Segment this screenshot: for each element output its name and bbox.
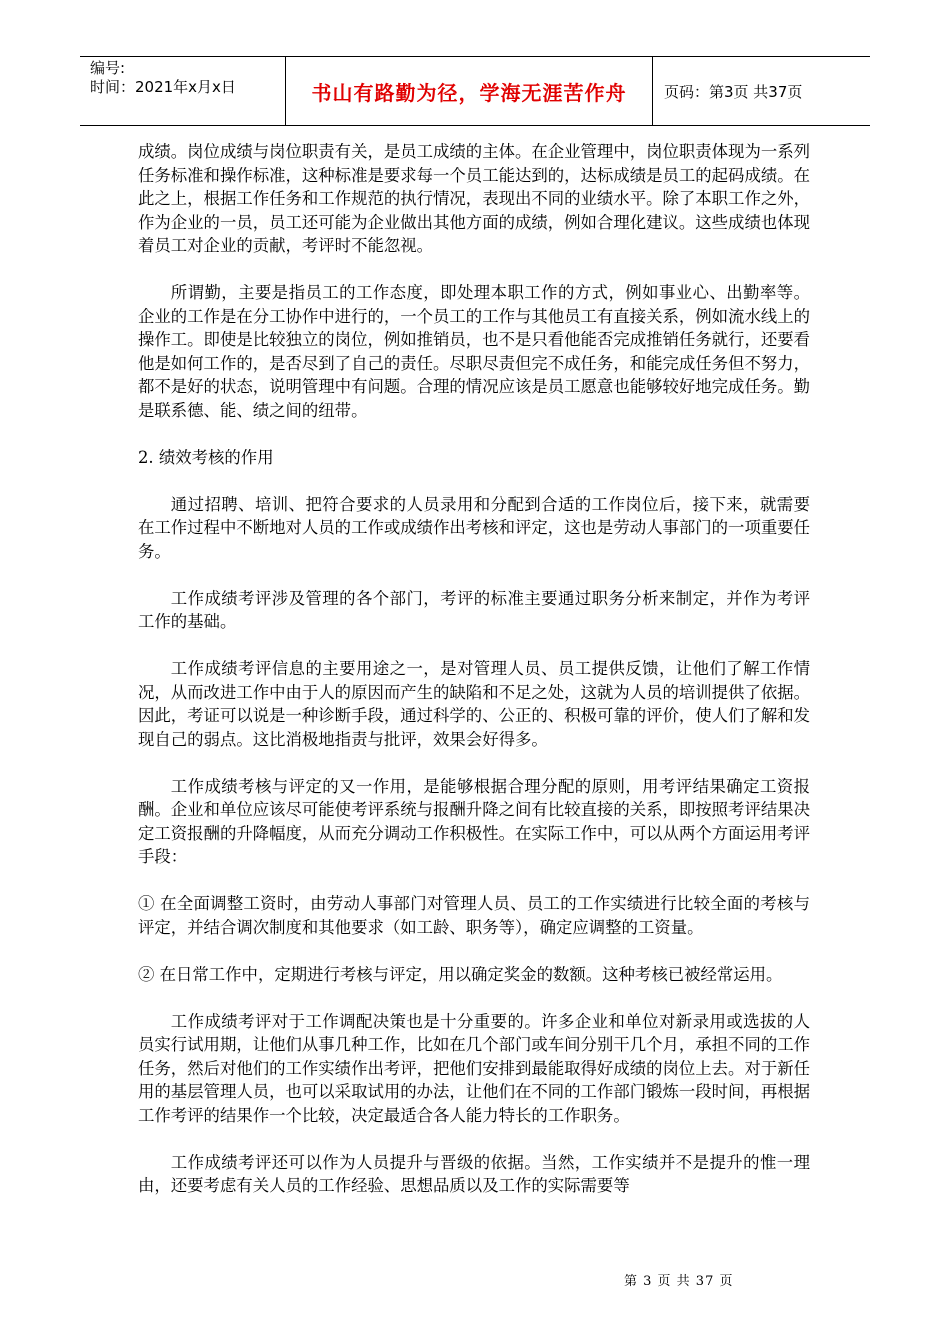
list-item: ② 在日常工作中，定期进行考核与评定，用以确定奖金的数额。这种考核已被经常运用。 [138,964,783,984]
header-page-info: 页码：第3页 共37页 [664,82,803,101]
document-time-label: 时间：2021年x月x日 [90,78,236,96]
paragraph: 工作成绩考评信息的主要用途之一，是对管理人员、员工提供反馈，让他们了解工作情况，从而改进工作中由于人的原因而产生的缺陷和不足之处，这就为人员的培训提供了依据。因此，考证可以说是一种诊断手段，通过科学的、公正的、积极可靠的评价，使人们了解和发现自己的弱点。这比消极地指责与批评，效果会好得多。 [138,659,811,749]
paragraph: 工作成绩考评涉及管理的各个部门，考评的标准主要通过职务分析来制定，并作为考评工作的基础。 [138,588,810,631]
document-number-label: 编号: [90,59,126,77]
paragraph: 通过招聘、培训、把符合要求的人员录用和分配到合适的工作岗位后，接下来，就需要在工作过程中不断地对人员的工作或成绩作出考核和评定，这也是劳动人事部门的一项重要任务。 [138,494,811,561]
paragraph: 工作成绩考核与评定的又一作用，是能够根据合理分配的原则，用考评结果确定工资报酬。企业和单位应该尽可能使考评系统与报酬升降之间有比较直接的关系，即按照考评结果决定工资报酬的升降幅度，从而充分调动工作积极性。在实际工作中，可以从两个方面运用考评手段： [138,776,811,866]
paragraph: 工作成绩考评对于工作调配决策也是十分重要的。许多企业和单位对新录用或选拔的人员实行试用期，让他们从事几种工作，比如在几个部门或车间分别干几个月，承担不同的工作任务，然后对他们的工作实绩作出考评，把他们安排到最能取得好成绩的岗位上去。对于新任用的基层管理人员，也可以采取试用的办法，让他们在不同的工作部门锻炼一段时间，再根据工作考评的结果作一个比较，决定最适合各人能力特长的工作职务。 [138,1011,811,1125]
paragraph: 工作成绩考评还可以作为人员提升与晋级的依据。当然，工作实绩并不是提升的惟一理由，还要考虑有关人员的工作经验、思想品质以及工作的实际需要等 [138,1152,810,1195]
paragraph: 成绩。岗位成绩与岗位职责有关，是员工成绩的主体。在企业管理中，岗位职责体现为一系列任务标准和操作标准，这种标准是要求每一个员工能达到的，达标成绩是员工的起码成绩。在此之上，根据工作任务和工作规范的执行情况，表现出不同的业绩水平。除了本职工作之外，作为企业的一员，员工还可能为企业做出其他方面的成绩，例如合理化建议。这些成绩也体现着员工对企业的贡献，考评时不能忽视。 [138,142,811,255]
list-item: ① 在全面调整工资时，由劳动人事部门对管理人员、员工的工作实绩进行比较全面的考核与评定，并结合调次制度和其他要求（如工龄、职务等），确定应调整的工资量。 [138,894,810,937]
section-heading: 2. 绩效考核的作用 [138,447,274,467]
document-body [138,140,810,1221]
header-divider [652,57,653,125]
header-meta [90,59,280,97]
page-header [80,56,870,126]
header-motto: 书山有路勤为径，学海无涯苦作舟 [311,80,627,105]
page-footer: 第 3 页 共 37 页 [624,1274,734,1289]
paragraph: 所谓勤，主要是指员工的工作态度，即处理本职工作的方式，例如事业心、出勤率等。企业的工作是在分工协作中进行的，一个员工的工作与其他员工有直接关系，例如流水线上的操作工。即使是比较独立的岗位，例如推销员，也不是只看他能否完成推销任务就行，还要看他是如何工作的，是否尽到了自己的责任。尽职尽责但完不成任务，和能完成任务但不努力，都不是好的状态，说明管理中有问题。合理的情况应该是员工愿意也能够较好地完成任务。勤是联系德、能、绩之间的纽带。 [138,283,811,420]
